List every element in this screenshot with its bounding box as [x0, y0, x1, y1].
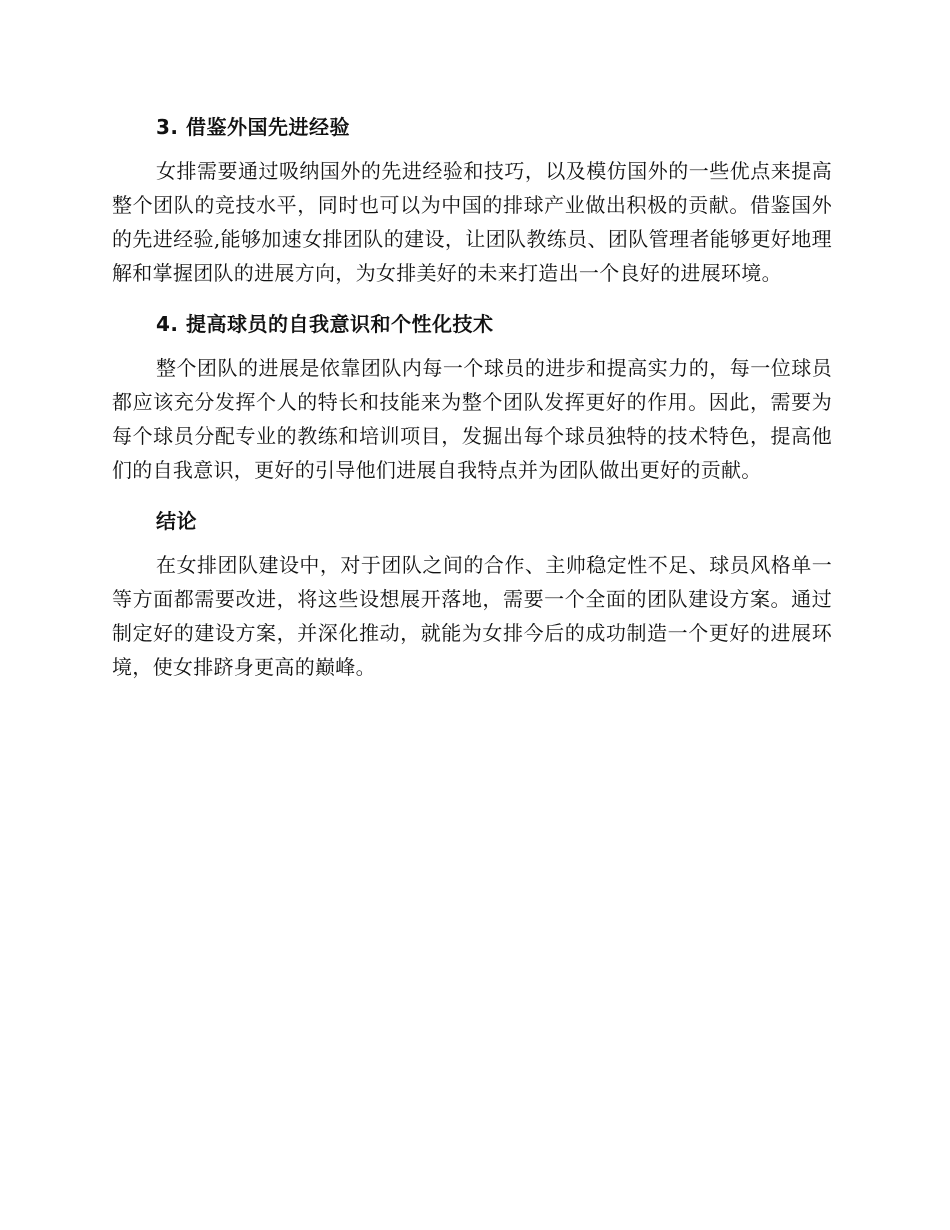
- conclusion-paragraph: 在女排团队建设中，对于团队之间的合作、主帅稳定性不足、球员风格单一等方面都需要改进，将这些设想展开落地，需要一个全面的团队建设方案。通过制定好的建设方案，并深化推动，就能为女排今后的成功制造一个更好的进展环境，使女排跻身更高的巅峰。: [112, 553, 832, 679]
- conclusion-heading: 结论: [156, 509, 197, 533]
- document-body: [112, 110, 832, 701]
- section-heading-3: 3. 借鉴外国先进经验: [156, 115, 350, 139]
- section-heading-4: 4. 提高球员的自我意识和个性化技术: [156, 312, 494, 336]
- section-paragraph-3: 女排需要通过吸纳国外的先进经验和技巧，以及模仿国外的一些优点来提高整个团队的竞技水平，同时也可以为中国的排球产业做出积极的贡献。借鉴国外的先进经验,能够加速女排团队的建设，让团队教练员、团队管理者能够更好地理解和掌握团队的进展方向，为女排美好的未来打造出一个良好的进展环境。: [112, 159, 832, 285]
- section-paragraph-4: 整个团队的进展是依靠团队内每一个球员的进步和提高实力的，每一位球员都应该充分发挥个人的特长和技能来为整个团队发挥更好的作用。因此，需要为每个球员分配专业的教练和培训项目，发掘出每个球员独特的技术特色，提高他们的自我意识，更好的引导他们进展自我特点并为团队做出更好的贡献。: [112, 356, 832, 482]
